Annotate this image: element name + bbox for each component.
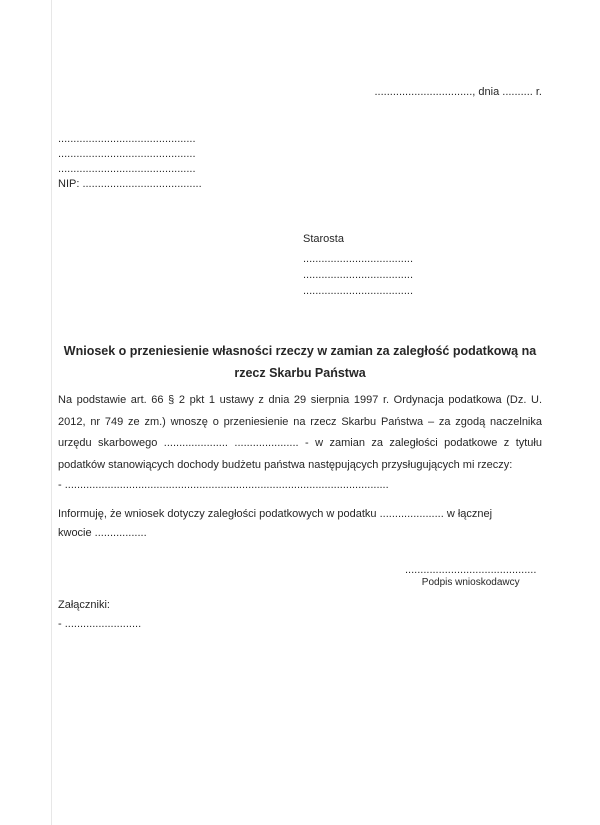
info-line: Informuję, że wniosek dotyczy zaległości podatkowych w podatku ..................... w łącznej xyxy=(58,508,493,520)
attachments-heading: Załączniki: xyxy=(58,599,110,611)
attachment-item-blank-line: - ......................... xyxy=(58,618,142,630)
addressee-blank-line: .................................... xyxy=(303,253,414,265)
applicant-nip-line: NIP: ....................................... xyxy=(58,178,202,190)
addressee-blank-line: .................................... xyxy=(303,269,414,281)
addressee-blank-line: .................................... xyxy=(303,285,414,297)
applicant-blank-line: ............................................. xyxy=(58,163,196,175)
addressee-block xyxy=(303,233,413,299)
listed-item-blank-line: - .......................................................................................................... xyxy=(58,479,389,491)
document-title: Wniosek o przeniesienie własności rzeczy w zamian za zaległość podatkową na rzecz Skarbu Państwa xyxy=(63,344,537,380)
applicant-blank-line: ............................................. xyxy=(58,148,196,160)
info-amount-line: kwocie ................. xyxy=(58,527,147,539)
legal-basis-paragraph: Na podstawie art. 66 § 2 pkt 1 ustawy z dnia 29 sierpnia 1997 r. Ordynacja podatkowa (Dz. U. 2012, nr 749 ze zm.) wnoszę o przeniesienie na rzecz Skarbu Państwa – za zgodą naczelnika urzędu skarbowego ..................... ..................... - w zamian za zaległości podatkowe z tytułu podatków stanowiących dochody budżetu państwa następujących przysługujących mi rzeczy: xyxy=(58,394,542,471)
signature-block xyxy=(405,564,536,588)
place-and-date-line: ................................, dnia .......... r. xyxy=(374,86,542,98)
applicant-blank-line: ............................................. xyxy=(58,133,196,145)
applicant-block xyxy=(58,132,202,192)
signature-blank-line: ........................................... xyxy=(405,564,537,576)
attachments-block xyxy=(58,596,141,634)
signature-label: Podpis wnioskodawcy xyxy=(421,577,520,588)
scan-artifact-line xyxy=(51,0,52,825)
addressee-title: Starosta xyxy=(303,233,344,245)
info-paragraph xyxy=(58,505,492,543)
